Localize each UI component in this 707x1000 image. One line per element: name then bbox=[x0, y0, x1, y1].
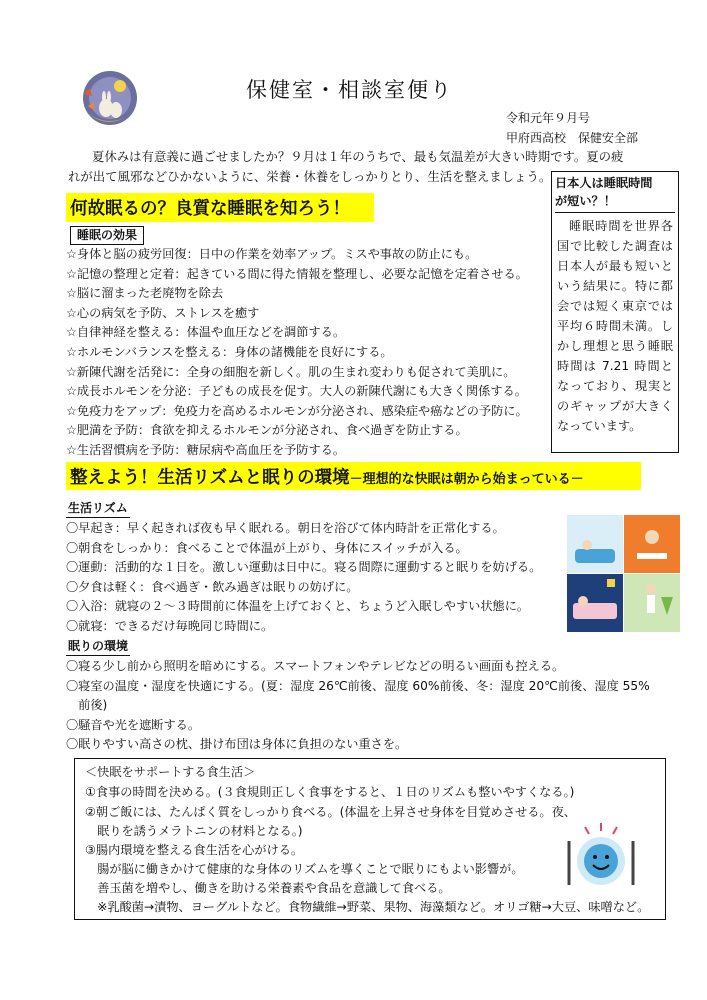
intro-paragraph: 夏休みは有意義に過ごせましたか？９月は１年のうちで、最も気温差が大きい時期です。夏の疲れが出て風邪などひかないように、栄養・休養をしっかりとり、生活を整えましょう。 bbox=[68, 149, 624, 184]
list-item: 〇運動：活動的な１日を。激しい運動は日中に。寝る間際に運動すると眠りを妨げる。 bbox=[66, 560, 542, 575]
sleep-environment-list bbox=[66, 657, 650, 755]
list-item: 〇入浴：就寝の２～３時間前に体温を上げておくと、ちょうど入眠しやすい状態に。 bbox=[66, 599, 530, 614]
list-item: 〇騒音や光を遮断する。 bbox=[66, 717, 201, 732]
list-item: ☆肥満を予防：食欲を抑えるホルモンが分泌され、食べ過ぎを防止する。 bbox=[66, 423, 468, 438]
life-rhythm-list bbox=[66, 519, 541, 637]
list-item: ☆新陳代謝を活発に：全身の細胞を新しく。肌の生まれ変わりも促されて美肌に。 bbox=[66, 364, 516, 379]
list-item: 前後) bbox=[66, 698, 108, 713]
list-item: 〇早起き：早く起きれば夜も早く眠れる。朝日を浴びて体内時計を正常化する。 bbox=[66, 521, 505, 535]
diet-line: ③腸内環境を整える食生活を心がける。 bbox=[85, 843, 304, 857]
diet-support-box bbox=[74, 758, 666, 920]
list-item: 〇就寝：できるだけ毎晩同じ時間に。 bbox=[66, 618, 274, 633]
diet-line: 腸が脳に働きかけて健康的な身体のリズムを導くことで眠りにもよい影響が。 bbox=[85, 862, 524, 876]
list-item: ☆自律神経を整える：体温や血圧などを調節する。 bbox=[66, 325, 346, 340]
list-item: 〇寝る少し前から照明を暗めにする。スマートフォンやテレビなどの明るい画面も控える。 bbox=[66, 659, 565, 673]
diet-box-title: ＜快眠をサポートする食生活＞ bbox=[85, 765, 256, 779]
section2-heading: 整えよう！生活リズムと眠りの環境－理想的な快眠は朝から始まっている－ bbox=[66, 462, 641, 490]
page-title: 保健室・相談室便り bbox=[246, 78, 453, 102]
sleep-effects-label: 睡眠の効果 bbox=[70, 226, 144, 245]
sleep-effects-list bbox=[66, 245, 528, 461]
life-rhythm-label: 生活リズム bbox=[66, 500, 130, 518]
daily-routine-illustration bbox=[567, 515, 680, 633]
list-item: ☆ホルモンバランスを整える：身体の諸機能を良好にする。 bbox=[66, 344, 393, 359]
section1-heading: 何故眠るの？良質な睡眠を知ろう！ bbox=[66, 193, 374, 222]
list-item: 〇眠りやすい高さの枕、掛け布団は身体に負担のない重さを。 bbox=[66, 737, 408, 752]
list-item: ☆成長ホルモンを分泌：子どもの成長を促す。大人の新陳代謝にも大きく関係する。 bbox=[66, 384, 527, 399]
sidebar-heading: 日本人は睡眠時間 が短い？！ bbox=[555, 174, 675, 213]
logo-illustration bbox=[80, 68, 140, 128]
list-item: ☆生活習慣病を予防：糖尿病や高血圧を予防する。 bbox=[66, 442, 346, 457]
sidebar-body: 睡眠時間を世界各国で比較した調査は日本人が最も短いという結果に。特に都会では短く東京では平均６時間未満。しかし理想と思う睡眠時間は 7.21 時間となっており、現実とのギャップが大きくなっています。 bbox=[557, 219, 673, 433]
diet-line: ※乳酸菌→漬物、ヨーグルトなど。食物繊維→野菜、果物、海藻類など。オリゴ糖→大豆、味噌など。 bbox=[85, 900, 650, 914]
section2-subheading: －理想的な快眠は朝から始まっている－ bbox=[349, 472, 584, 487]
list-item: 〇寝室の温度・湿度を快適にする。(夏：湿度 26℃前後、湿度 60%前後、冬：湿度 20℃前後、湿度 55% bbox=[66, 678, 650, 693]
list-item: ☆記憶の整理と定着：起きている間に得た情報を整理し、必要な記憶を定着させる。 bbox=[66, 266, 528, 281]
list-item: ☆心の病気を予防、ストレスを癒す bbox=[66, 305, 260, 320]
list-item: 〇夕食は軽く：食べ過ぎ・飲み過ぎは眠りの妨げに。 bbox=[66, 579, 359, 594]
smiling-plate-icon bbox=[561, 819, 641, 891]
sleep-duration-sidebar bbox=[551, 171, 679, 453]
diet-line: ②朝ご飯には、たんぱく質をしっかり食べる。(体温を上昇させ身体を目覚めさせる。夜、 bbox=[85, 805, 576, 819]
issue-date: 令和元年９月号 bbox=[506, 111, 591, 125]
sleep-environment-label: 眠りの環境 bbox=[66, 638, 130, 656]
list-item: ☆脳に溜まった老廃物を除去 bbox=[66, 286, 224, 301]
list-item: ☆身体と脳の疲労回復：日中の作業を効率アップ。ミスや事故の防止にも。 bbox=[66, 247, 478, 261]
list-item: 〇朝食をしっかり：食べることで体温が上がり、身体にスイッチが入る。 bbox=[66, 540, 468, 555]
diet-line: 善玉菌を増やし、働きを助ける栄養素や食品を意識して食べる。 bbox=[85, 881, 451, 895]
department: 甲府西高校 保健安全部 bbox=[506, 131, 639, 145]
diet-line: 眠りを誘うメラトニンの材料となる。) bbox=[85, 824, 303, 838]
diet-line: ①食事の時間を決める。(３食規則正しく食事をすると、１日のリズムも整いやすくなる。) bbox=[85, 785, 575, 799]
list-item: ☆免疫力をアップ：免疫力を高めるホルモンが分泌され、感染症や癌などの予防に。 bbox=[66, 403, 528, 418]
